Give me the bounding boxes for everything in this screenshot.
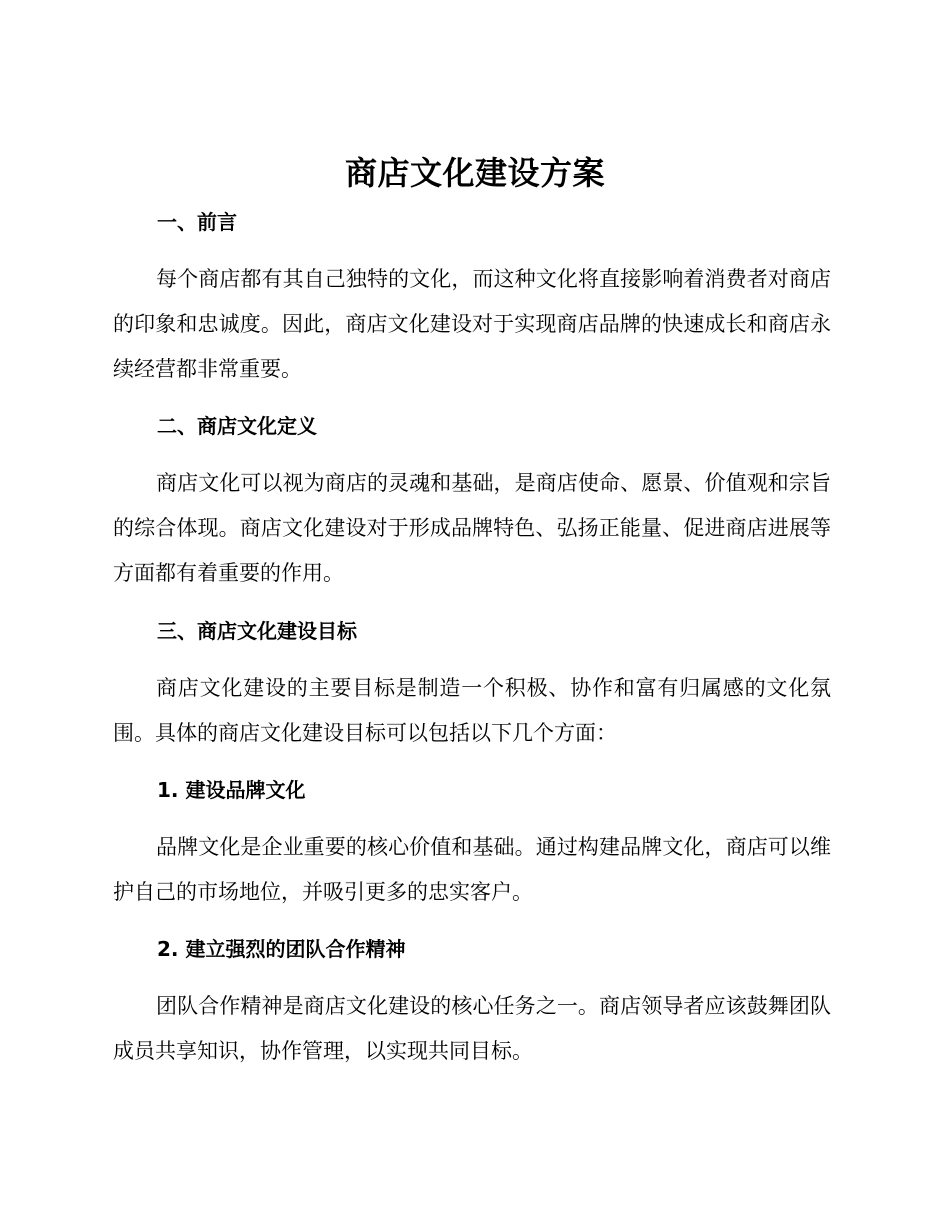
section-heading-goals: 三、商店文化建设目标: [157, 619, 357, 643]
subsection-heading-brand-culture: 1. 建设品牌文化: [157, 778, 306, 802]
section-paragraph-preface: 每个商店都有其自己独特的文化，而这种文化将直接影响着消费者对商店的印象和忠诚度。因此，商店文化建设对于实现商店品牌的快速成长和商店永续经营都非常重要。: [113, 267, 831, 381]
section-paragraph-goals: 商店文化建设的主要目标是制造一个积极、协作和富有归属感的文化氛围。具体的商店文化建设目标可以包括以下几个方面：: [113, 676, 831, 745]
section-heading-preface: 一、前言: [157, 210, 237, 234]
section-heading-definition: 二、商店文化定义: [157, 414, 317, 438]
subsection-paragraph-brand-culture: 品牌文化是企业重要的核心价值和基础。通过构建品牌文化，商店可以维护自己的市场地位，并吸引更多的忠实客户。: [113, 835, 831, 904]
subsection-heading-teamwork: 2. 建立强烈的团队合作精神: [157, 937, 406, 961]
subsection-paragraph-teamwork: 团队合作精神是商店文化建设的核心任务之一。商店领导者应该鼓舞团队成员共享知识，协作管理，以实现共同目标。: [113, 994, 831, 1063]
section-paragraph-definition: 商店文化可以视为商店的灵魂和基础，是商店使命、愿景、价值观和宗旨的综合体现。商店文化建设对于形成品牌特色、弘扬正能量、促进商店进展等方面都有着重要的作用。: [113, 471, 831, 585]
document-title: 商店文化建设方案: [344, 154, 605, 192]
